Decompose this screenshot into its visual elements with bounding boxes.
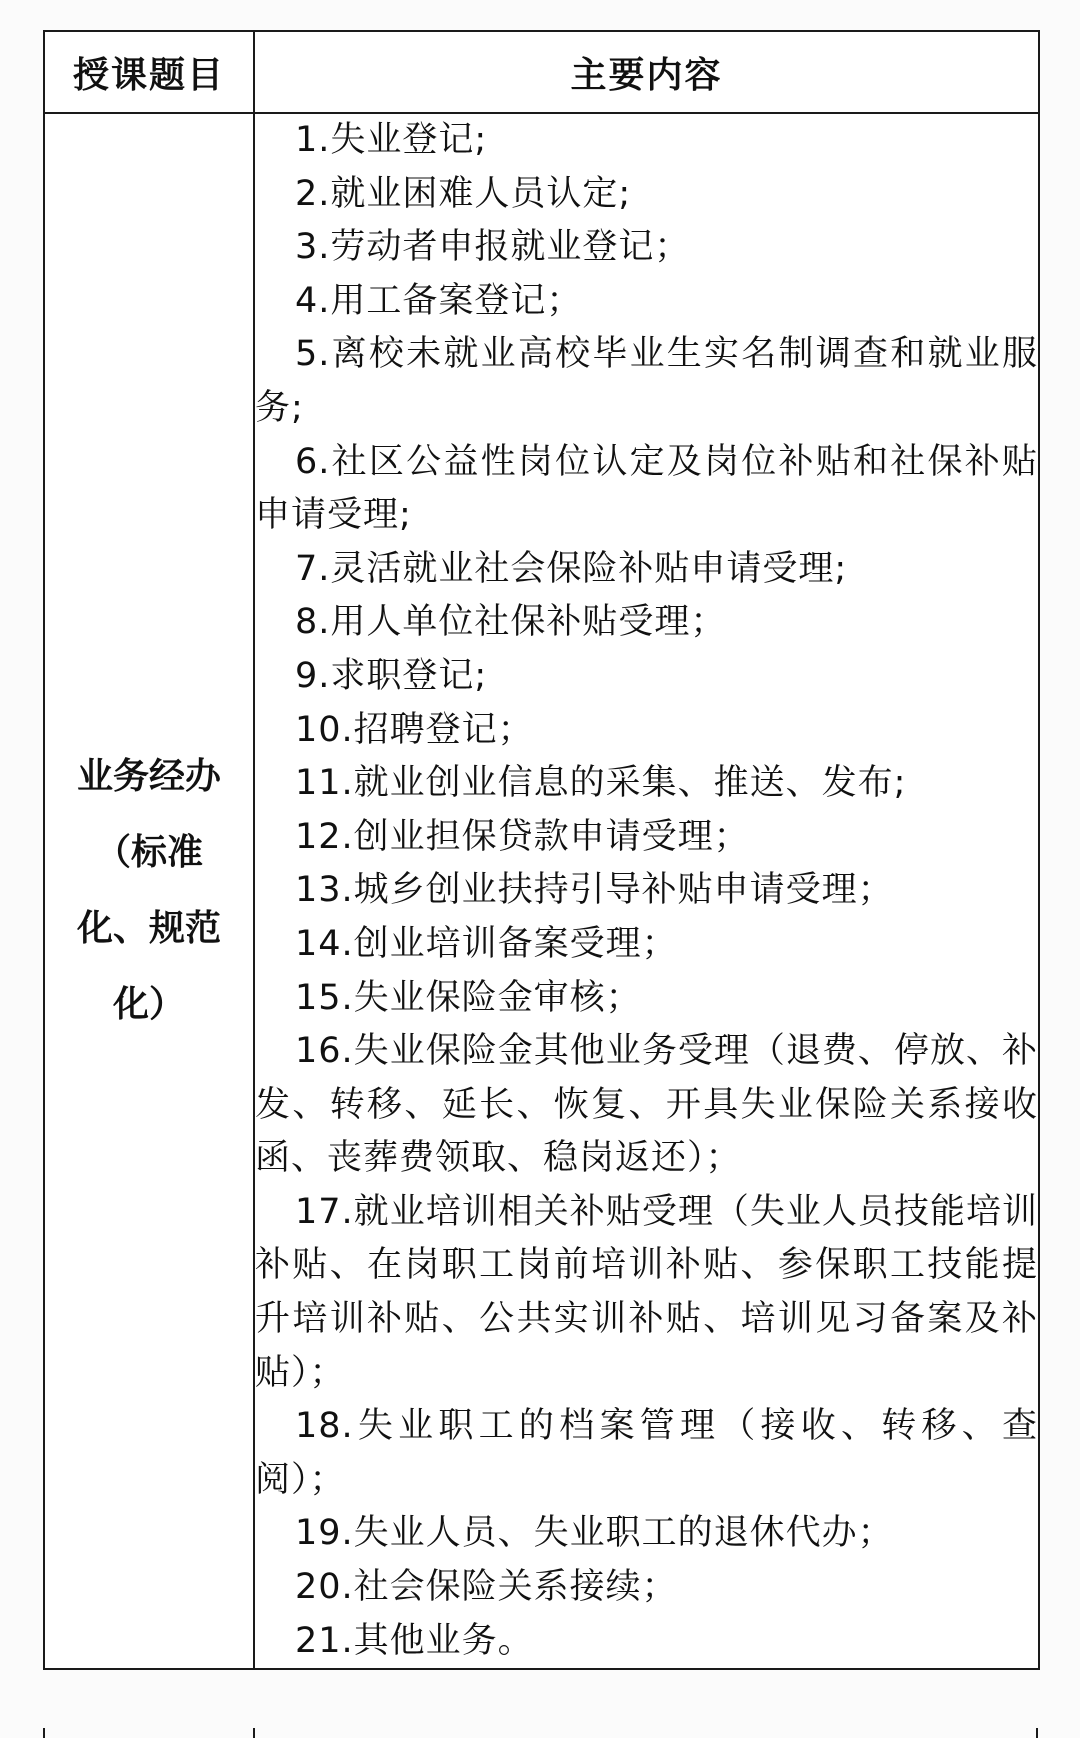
list-item: 14.创业培训备案受理； [295, 923, 678, 964]
table-header-row [44, 31, 1039, 113]
course-content-table [43, 30, 1040, 1670]
next-row-divider [253, 1728, 255, 1738]
list-item: 11.就业创业信息的采集、推送、发布; [295, 763, 907, 804]
list-item: 4.用工备案登记； [295, 280, 583, 321]
table-row [44, 113, 1039, 1669]
list-item: 8.用人单位社保补贴受理； [295, 602, 727, 643]
header-content: 主要内容 [254, 31, 1039, 113]
list-item: 1.失业登记; [295, 120, 488, 160]
content-item-list [255, 114, 1038, 1668]
list-item: 6.社区公益性岗位认定及岗位补贴和社保补贴申请受理; [255, 441, 1038, 536]
list-item: 16.失业保险金其他业务受理（退费、停放、补发、转移、延长、恢复、开具失业保险关系接收函、丧葬费领取、稳岗返还）； [255, 1031, 1038, 1179]
topic-text: 业务经办（标准化、规范化） [76, 756, 221, 1026]
list-item: 18.失业职工的档案管理（接收、转移、查阅）； [255, 1406, 1038, 1500]
list-item: 2.就业困难人员认定; [295, 173, 632, 214]
list-item: 3.劳动者申报就业登记； [295, 227, 691, 268]
list-item: 7.灵活就业社会保险补贴申请受理; [295, 548, 848, 589]
list-item: 5.离校未就业高校毕业生实名制调查和就业服务; [255, 334, 1038, 428]
header-topic: 授课题目 [44, 31, 254, 113]
list-item: 15.失业保险金审核； [295, 977, 642, 1018]
list-item: 13.城乡创业扶持引导补贴申请受理； [295, 870, 894, 911]
list-item: 17.就业培训相关补贴受理（失业人员技能培训补贴、在岗职工岗前培训补贴、参保职工技能提升培训补贴、公共实训补贴、培训见习备案及补贴）； [255, 1191, 1038, 1393]
list-item: 20.社会保险关系接续； [295, 1567, 678, 1608]
next-row-edge [43, 1728, 1038, 1738]
list-item: 9.求职登记; [295, 655, 488, 696]
list-item: 10.招聘登记； [295, 709, 534, 750]
topic-cell [44, 113, 254, 1669]
list-item: 12.创业担保贷款申请受理； [295, 816, 750, 857]
list-item: 21.其他业务。 [295, 1620, 534, 1661]
list-item: 19.失业人员、失业职工的退休代办； [295, 1513, 894, 1554]
content-cell [254, 113, 1039, 1669]
